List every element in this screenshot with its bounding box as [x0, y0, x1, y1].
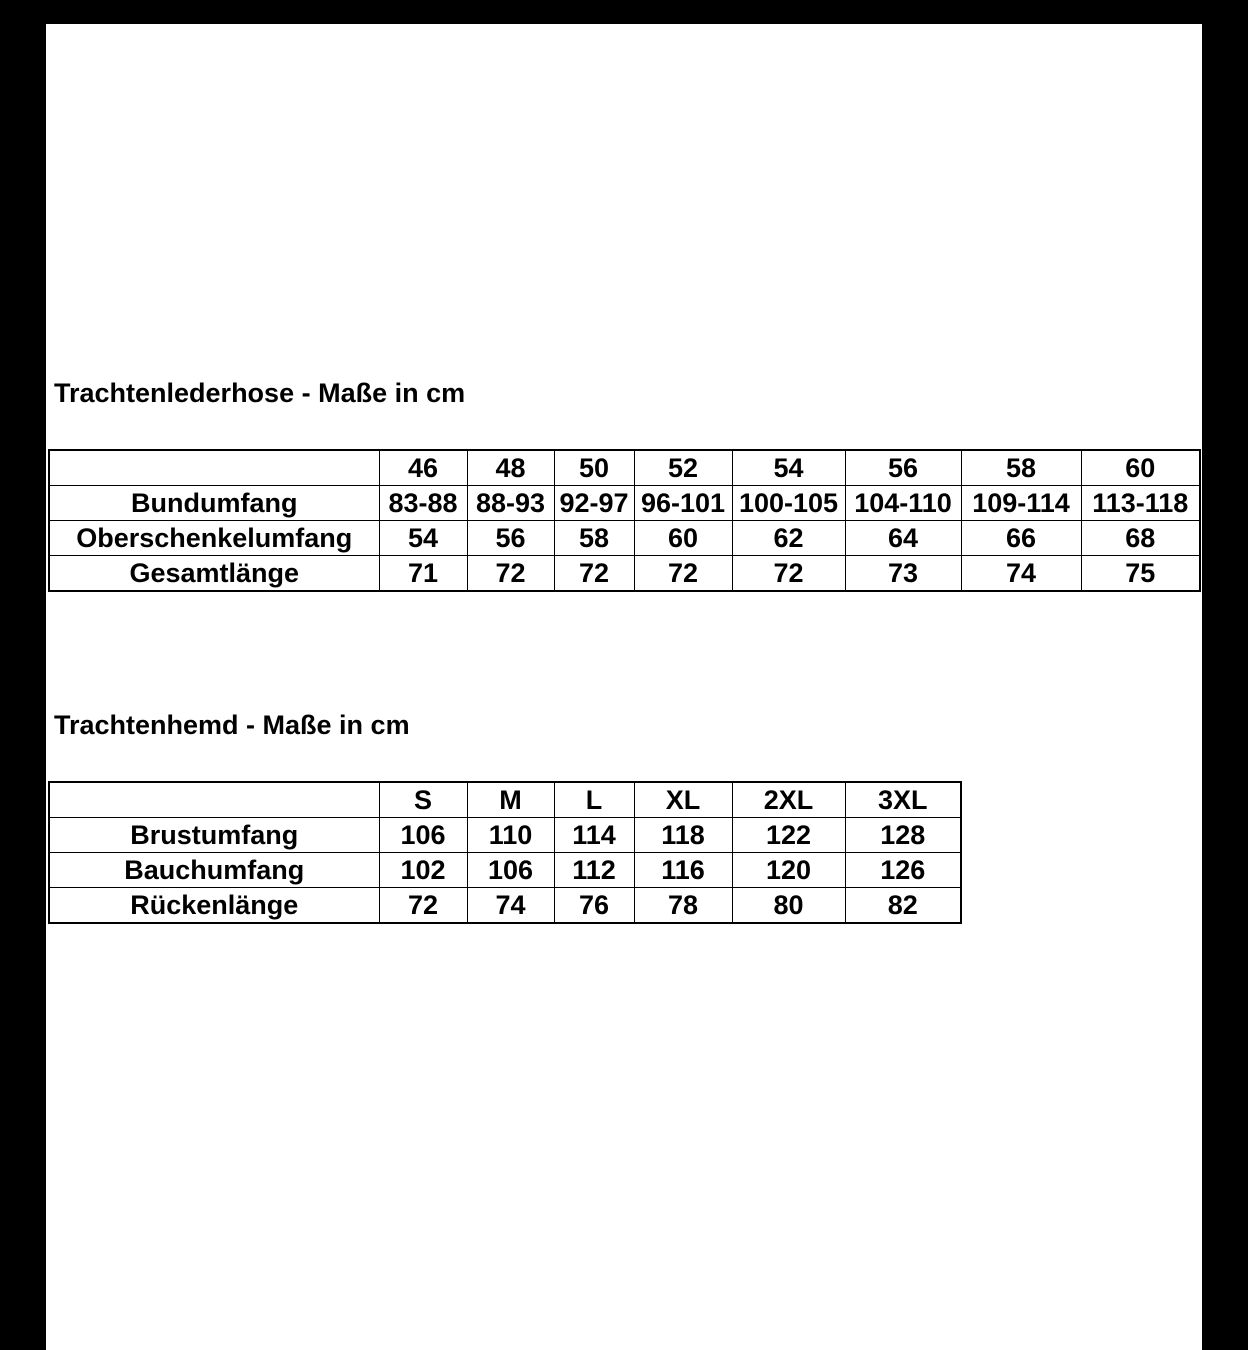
- table-cell: 71: [379, 556, 467, 592]
- table-cell: 106: [379, 818, 467, 853]
- table-cell: 80: [732, 888, 845, 924]
- row-label: Bauchumfang: [49, 853, 379, 888]
- document-page: [46, 24, 1202, 1350]
- header-cell: 50: [554, 450, 634, 486]
- table-cell: 109-114: [961, 486, 1081, 521]
- table-cell: 120: [732, 853, 845, 888]
- row-label: Bundumfang: [49, 486, 379, 521]
- lederhose-size-table: [48, 449, 1201, 592]
- header-cell: [49, 450, 379, 486]
- table-cell: 62: [732, 521, 845, 556]
- table-cell: 88-93: [467, 486, 554, 521]
- header-cell: 48: [467, 450, 554, 486]
- header-cell: XL: [634, 782, 732, 818]
- header-cell: 60: [1081, 450, 1200, 486]
- header-cell: [49, 782, 379, 818]
- table-cell: 118: [634, 818, 732, 853]
- header-cell: 3XL: [845, 782, 961, 818]
- table-cell: 96-101: [634, 486, 732, 521]
- table-cell: 128: [845, 818, 961, 853]
- table-row: [49, 486, 1200, 521]
- header-cell: L: [554, 782, 634, 818]
- row-label: Brustumfang: [49, 818, 379, 853]
- table-cell: 122: [732, 818, 845, 853]
- header-cell: S: [379, 782, 467, 818]
- row-label: Oberschenkelumfang: [49, 521, 379, 556]
- header-cell: 52: [634, 450, 732, 486]
- header-cell: 54: [732, 450, 845, 486]
- table-cell: 83-88: [379, 486, 467, 521]
- lederhose-table-title: Trachtenlederhose - Maße in cm: [54, 378, 466, 408]
- table-cell: 112: [554, 853, 634, 888]
- header-cell: 58: [961, 450, 1081, 486]
- row-label: Rückenlänge: [49, 888, 379, 924]
- table-row: [49, 521, 1200, 556]
- table-cell: 74: [467, 888, 554, 924]
- table-cell: 114: [554, 818, 634, 853]
- table-cell: 66: [961, 521, 1081, 556]
- header-cell: 56: [845, 450, 961, 486]
- table-cell: 102: [379, 853, 467, 888]
- hemd-table-title: Trachtenhemd - Maße in cm: [54, 710, 410, 740]
- table-cell: 64: [845, 521, 961, 556]
- table-row: [49, 888, 961, 924]
- header-cell: 2XL: [732, 782, 845, 818]
- table-header-row: [49, 450, 1200, 486]
- table-cell: 74: [961, 556, 1081, 592]
- table-cell: 68: [1081, 521, 1200, 556]
- table-cell: 78: [634, 888, 732, 924]
- table-cell: 58: [554, 521, 634, 556]
- table-cell: 76: [554, 888, 634, 924]
- table-cell: 113-118: [1081, 486, 1200, 521]
- table-cell: 72: [554, 556, 634, 592]
- table-cell: 82: [845, 888, 961, 924]
- table-cell: 106: [467, 853, 554, 888]
- table-cell: 60: [634, 521, 732, 556]
- hemd-size-table: [48, 781, 962, 924]
- table-cell: 75: [1081, 556, 1200, 592]
- table-cell: 110: [467, 818, 554, 853]
- table-cell: 73: [845, 556, 961, 592]
- table-cell: 54: [379, 521, 467, 556]
- table-cell: 72: [732, 556, 845, 592]
- header-cell: M: [467, 782, 554, 818]
- table-header-row: [49, 782, 961, 818]
- header-cell: 46: [379, 450, 467, 486]
- table-cell: 72: [379, 888, 467, 924]
- table-cell: 72: [467, 556, 554, 592]
- table-cell: 116: [634, 853, 732, 888]
- table-cell: 100-105: [732, 486, 845, 521]
- table-cell: 126: [845, 853, 961, 888]
- row-label: Gesamtlänge: [49, 556, 379, 592]
- table-cell: 92-97: [554, 486, 634, 521]
- table-row: [49, 818, 961, 853]
- table-cell: 56: [467, 521, 554, 556]
- table-row: [49, 853, 961, 888]
- table-cell: 104-110: [845, 486, 961, 521]
- table-cell: 72: [634, 556, 732, 592]
- table-row: [49, 556, 1200, 592]
